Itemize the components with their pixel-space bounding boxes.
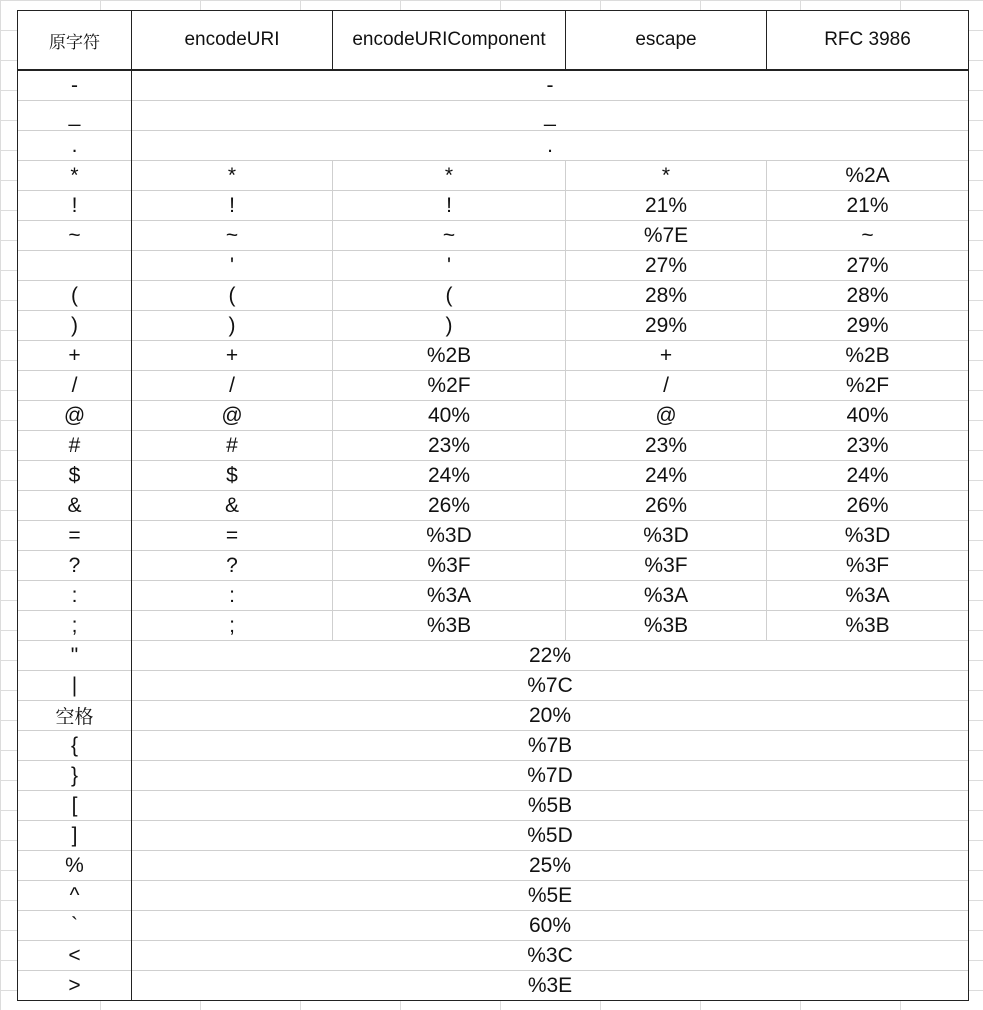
table-row bbox=[18, 401, 969, 431]
encodeuri-cell: ; bbox=[132, 611, 333, 641]
escape-cell: 28% bbox=[566, 281, 767, 311]
encodeuricomponent-cell: ~ bbox=[333, 221, 566, 251]
original-char-cell: & bbox=[18, 491, 132, 521]
escape-cell: 26% bbox=[566, 491, 767, 521]
merged-value-cell: . bbox=[132, 131, 969, 161]
table-row bbox=[18, 641, 969, 671]
table-row bbox=[18, 221, 969, 251]
encodeuri-cell: & bbox=[132, 491, 333, 521]
encodeuri-cell: * bbox=[132, 161, 333, 191]
encodeuricomponent-cell: ( bbox=[333, 281, 566, 311]
table-row bbox=[18, 611, 969, 641]
table-row bbox=[18, 251, 969, 281]
table-row bbox=[18, 851, 969, 881]
escape-cell: 21% bbox=[566, 191, 767, 221]
original-char-cell: . bbox=[18, 131, 132, 161]
escape-cell: @ bbox=[566, 401, 767, 431]
original-char-cell: ; bbox=[18, 611, 132, 641]
original-char-cell: - bbox=[18, 70, 132, 101]
escape-cell: %3D bbox=[566, 521, 767, 551]
table-row bbox=[18, 911, 969, 941]
table-row bbox=[18, 671, 969, 701]
original-char-cell: : bbox=[18, 581, 132, 611]
table-row bbox=[18, 701, 969, 731]
merged-value-cell: %5B bbox=[132, 791, 969, 821]
merged-value-cell: 20% bbox=[132, 701, 969, 731]
header-encodeuricomponent: encodeURIComponent bbox=[333, 11, 566, 71]
merged-value-cell: %3E bbox=[132, 971, 969, 1001]
original-char-cell: { bbox=[18, 731, 132, 761]
rfc3986-cell: %2A bbox=[767, 161, 969, 191]
merged-value-cell: %7B bbox=[132, 731, 969, 761]
table-row bbox=[18, 161, 969, 191]
merged-value-cell: %5D bbox=[132, 821, 969, 851]
encodeuricomponent-cell: ) bbox=[333, 311, 566, 341]
merged-value-cell: %5E bbox=[132, 881, 969, 911]
table-row bbox=[18, 491, 969, 521]
escape-cell: 29% bbox=[566, 311, 767, 341]
original-char-cell: = bbox=[18, 521, 132, 551]
encodeuricomponent-cell: %3A bbox=[333, 581, 566, 611]
table-row bbox=[18, 581, 969, 611]
rfc3986-cell: 28% bbox=[767, 281, 969, 311]
escape-cell: * bbox=[566, 161, 767, 191]
encodeuri-cell: ' bbox=[132, 251, 333, 281]
encodeuri-cell: @ bbox=[132, 401, 333, 431]
rfc3986-cell: 26% bbox=[767, 491, 969, 521]
merged-value-cell: 25% bbox=[132, 851, 969, 881]
escape-cell: %7E bbox=[566, 221, 767, 251]
encodeuricomponent-cell: %3D bbox=[333, 521, 566, 551]
table-row bbox=[18, 70, 969, 101]
encodeuricomponent-cell: 24% bbox=[333, 461, 566, 491]
encodeuricomponent-cell: 26% bbox=[333, 491, 566, 521]
original-char-cell bbox=[18, 251, 132, 281]
table-row bbox=[18, 191, 969, 221]
encodeuri-cell: ? bbox=[132, 551, 333, 581]
table-body bbox=[18, 70, 969, 1001]
original-char-cell: @ bbox=[18, 401, 132, 431]
header-row bbox=[18, 11, 969, 71]
table-row bbox=[18, 971, 969, 1001]
merged-value-cell: %3C bbox=[132, 941, 969, 971]
encodeuricomponent-cell: 40% bbox=[333, 401, 566, 431]
escape-cell: / bbox=[566, 371, 767, 401]
encodeuricomponent-cell: %3F bbox=[333, 551, 566, 581]
original-char-cell: * bbox=[18, 161, 132, 191]
header-rfc3986: RFC 3986 bbox=[767, 11, 969, 71]
encodeuri-cell: ) bbox=[132, 311, 333, 341]
original-char-cell: / bbox=[18, 371, 132, 401]
encodeuricomponent-cell: %2F bbox=[333, 371, 566, 401]
original-char-cell: # bbox=[18, 431, 132, 461]
original-char-cell: _ bbox=[18, 101, 132, 131]
table-row bbox=[18, 131, 969, 161]
table-row bbox=[18, 341, 969, 371]
encodeuricomponent-cell: %2B bbox=[333, 341, 566, 371]
escape-cell: 27% bbox=[566, 251, 767, 281]
original-char-cell: ` bbox=[18, 911, 132, 941]
encodeuri-cell: # bbox=[132, 431, 333, 461]
original-char-cell: > bbox=[18, 971, 132, 1001]
encodeuri-cell: ! bbox=[132, 191, 333, 221]
merged-value-cell: 22% bbox=[132, 641, 969, 671]
original-char-cell: ] bbox=[18, 821, 132, 851]
escape-cell: %3B bbox=[566, 611, 767, 641]
original-char-cell: ) bbox=[18, 311, 132, 341]
original-char-cell: ! bbox=[18, 191, 132, 221]
rfc3986-cell: 23% bbox=[767, 431, 969, 461]
original-char-cell: ~ bbox=[18, 221, 132, 251]
escape-cell: + bbox=[566, 341, 767, 371]
original-char-cell: } bbox=[18, 761, 132, 791]
table-row bbox=[18, 521, 969, 551]
rfc3986-cell: ~ bbox=[767, 221, 969, 251]
original-char-cell: < bbox=[18, 941, 132, 971]
escape-cell: %3F bbox=[566, 551, 767, 581]
table-row bbox=[18, 281, 969, 311]
header-original-char: 原字符 bbox=[18, 11, 132, 71]
table-row bbox=[18, 791, 969, 821]
encodeuri-cell: $ bbox=[132, 461, 333, 491]
original-char-cell: " bbox=[18, 641, 132, 671]
original-char-cell: 空格 bbox=[18, 701, 132, 731]
table-row bbox=[18, 731, 969, 761]
table-row bbox=[18, 311, 969, 341]
rfc3986-cell: %2F bbox=[767, 371, 969, 401]
original-char-cell: ^ bbox=[18, 881, 132, 911]
rfc3986-cell: 29% bbox=[767, 311, 969, 341]
original-char-cell: $ bbox=[18, 461, 132, 491]
rfc3986-cell: %3A bbox=[767, 581, 969, 611]
encodeuri-cell: ( bbox=[132, 281, 333, 311]
merged-value-cell: 60% bbox=[132, 911, 969, 941]
rfc3986-cell: 24% bbox=[767, 461, 969, 491]
encodeuri-cell: + bbox=[132, 341, 333, 371]
merged-value-cell: %7D bbox=[132, 761, 969, 791]
rfc3986-cell: 40% bbox=[767, 401, 969, 431]
original-char-cell: ? bbox=[18, 551, 132, 581]
table-row bbox=[18, 461, 969, 491]
table-row bbox=[18, 821, 969, 851]
encodeuricomponent-cell: * bbox=[333, 161, 566, 191]
encodeuri-cell: = bbox=[132, 521, 333, 551]
uri-encoding-table bbox=[17, 10, 969, 1001]
escape-cell: 23% bbox=[566, 431, 767, 461]
header-encodeuri: encodeURI bbox=[132, 11, 333, 71]
table-row bbox=[18, 881, 969, 911]
table-row bbox=[18, 941, 969, 971]
encodeuricomponent-cell: ! bbox=[333, 191, 566, 221]
original-char-cell: [ bbox=[18, 791, 132, 821]
table-row bbox=[18, 431, 969, 461]
rfc3986-cell: %3B bbox=[767, 611, 969, 641]
original-char-cell: ( bbox=[18, 281, 132, 311]
encodeuri-cell: ~ bbox=[132, 221, 333, 251]
encodeuricomponent-cell: %3B bbox=[333, 611, 566, 641]
table-row bbox=[18, 761, 969, 791]
original-char-cell: % bbox=[18, 851, 132, 881]
encodeuri-cell: / bbox=[132, 371, 333, 401]
encodeuricomponent-cell: 23% bbox=[333, 431, 566, 461]
table-row bbox=[18, 551, 969, 581]
table-row bbox=[18, 101, 969, 131]
rfc3986-cell: 21% bbox=[767, 191, 969, 221]
table-row bbox=[18, 371, 969, 401]
header-escape: escape bbox=[566, 11, 767, 71]
rfc3986-cell: %3F bbox=[767, 551, 969, 581]
escape-cell: %3A bbox=[566, 581, 767, 611]
original-char-cell: + bbox=[18, 341, 132, 371]
merged-value-cell: %7C bbox=[132, 671, 969, 701]
merged-value-cell: _ bbox=[132, 101, 969, 131]
encodeuricomponent-cell: ' bbox=[333, 251, 566, 281]
rfc3986-cell: %3D bbox=[767, 521, 969, 551]
rfc3986-cell: %2B bbox=[767, 341, 969, 371]
merged-value-cell: - bbox=[132, 70, 969, 101]
escape-cell: 24% bbox=[566, 461, 767, 491]
original-char-cell: | bbox=[18, 671, 132, 701]
encodeuri-cell: : bbox=[132, 581, 333, 611]
rfc3986-cell: 27% bbox=[767, 251, 969, 281]
